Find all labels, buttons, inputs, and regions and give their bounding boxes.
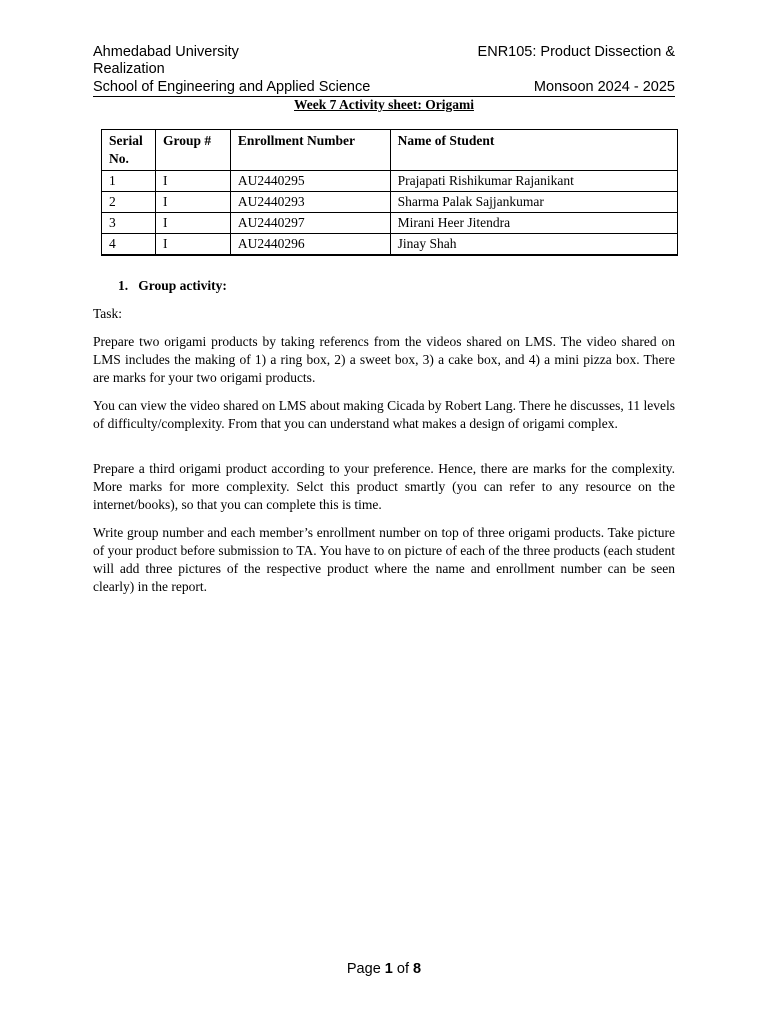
cell-group: I [155, 234, 230, 256]
table-row [102, 234, 678, 256]
table-header-row [102, 130, 678, 171]
cell-serial: 2 [102, 192, 156, 213]
cell-serial: 1 [102, 171, 156, 192]
total-page-count: 8 [413, 961, 422, 977]
paragraph-4: Write group number and each member’s enrollment number on top of three origami products. Take picture of your product before submission to TA. You have to on picture of each of the three products (each student will add three pictures of the respective product where the name and enrollment number can be seen clearly) in the report. [93, 525, 675, 594]
cell-enrollment: AU2440296 [230, 234, 390, 256]
cell-name: Sharma Palak Sajjankumar [390, 192, 677, 213]
column-header-enrollment: Enrollment Number [230, 130, 390, 171]
table-row [102, 192, 678, 213]
page-title-text: Week 7 Activity sheet: Origami [294, 97, 474, 112]
cell-name: Prajapati Rishikumar Rajanikant [390, 171, 677, 192]
column-header-serial: Serial No. [102, 130, 156, 171]
page-footer [0, 961, 768, 977]
cell-group: I [155, 171, 230, 192]
cell-enrollment: AU2440293 [230, 192, 390, 213]
paragraph-1: Prepare two origami products by taking referencs from the videos shared on LMS. The video shared on LMS includes the making of 1) a ring box, 2) a sweet box, 3) a cake box, and 4) a mini pizza box. There are marks for your two origami products. [93, 334, 675, 385]
cell-serial: 4 [102, 234, 156, 256]
university-name: Ahmedabad University [93, 44, 239, 60]
school-name: School of Engineering and Applied Science [93, 79, 371, 95]
current-page-number: 1 [384, 961, 393, 977]
table-row [102, 213, 678, 234]
cell-name: Jinay Shah [390, 234, 677, 256]
course-title-continued: Realization [93, 61, 165, 77]
cell-name: Mirani Heer Jitendra [390, 213, 677, 234]
cell-enrollment: AU2440295 [230, 171, 390, 192]
course-title: ENR105: Product Dissection & [477, 44, 675, 60]
cell-group: I [155, 213, 230, 234]
header-line-3 [93, 79, 675, 97]
task-label: Task: [93, 306, 123, 321]
section-title: Group activity: [138, 278, 227, 293]
page-title [0, 97, 768, 113]
header-line-1 [93, 44, 675, 61]
header-line-2 [93, 61, 675, 78]
of-word: of [396, 961, 409, 977]
paragraph-2: You can view the video shared on LMS about making Cicada by Robert Lang. There he discusses, 11 levels of difficulty/complexity. From that you can understand what makes a design of origami complex. [93, 398, 676, 431]
section-heading [118, 277, 700, 295]
cell-group: I [155, 192, 230, 213]
paragraph-3: Prepare a third origami product according to your preference. Hence, there are marks for the complexity. More marks for more complexity. Selct this product smartly (you can refer to any resource on the internet/books), so that you can complete this is time. [93, 461, 675, 512]
column-header-name: Name of Student [390, 130, 677, 171]
section-number: 1. [118, 278, 129, 293]
cell-enrollment: AU2440297 [230, 213, 390, 234]
term: Monsoon 2024 - 2025 [533, 79, 675, 95]
table-row [102, 171, 678, 192]
column-header-group: Group # [155, 130, 230, 171]
page-word: Page [346, 961, 381, 977]
members-table [101, 129, 678, 256]
cell-serial: 3 [102, 213, 156, 234]
